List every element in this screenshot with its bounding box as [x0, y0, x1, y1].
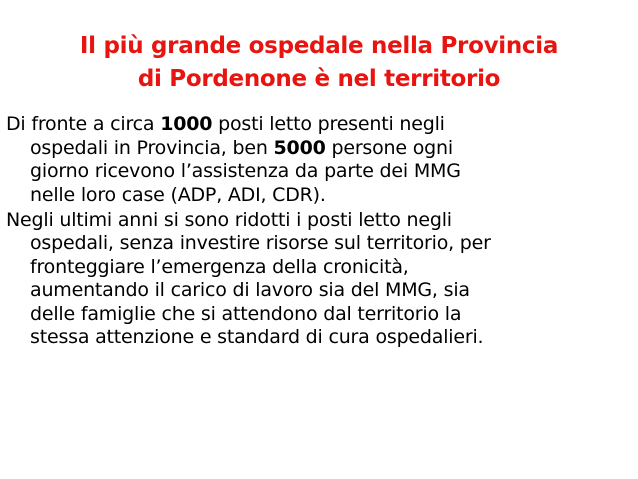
paragraph-territory: [6, 209, 636, 350]
slide-body: [6, 113, 636, 351]
title-line-1: Il più grande ospedale nella Provincia: [79, 33, 559, 59]
text-segment: ospedali in Provincia, ben: [30, 136, 274, 159]
text-line: delle famiglie che si attendono dal territorio la: [30, 302, 462, 325]
text-segment: persone ogni: [325, 136, 453, 159]
text-segment: posti letto presenti negli: [212, 113, 445, 135]
text-line: aumentando il carico di lavoro sia del MMG, sia: [30, 279, 470, 301]
text-line: [6, 113, 636, 137]
people-count-highlight: 5000: [273, 136, 326, 159]
slide-title: [0, 30, 638, 96]
paragraph-hospital-beds: [6, 113, 636, 207]
text-line: ospedali, senza investire risorse sul territorio, per: [30, 232, 491, 254]
text-line: giorno ricevono l’assistenza da parte dei MMG: [30, 160, 461, 182]
text-line: nelle loro case (ADP, ADI, CDR).: [30, 183, 326, 206]
text-line: [6, 137, 636, 161]
text-line: Negli ultimi anni si sono ridotti i posti letto negli: [6, 208, 452, 231]
bed-count-highlight: 1000: [160, 113, 213, 135]
text-segment: Di fronte a circa: [6, 113, 161, 135]
text-line: fronteggiare l’emergenza della cronicità,: [30, 255, 409, 278]
title-line-2: di Pordenone è nel territorio: [137, 66, 501, 92]
text-line: stessa attenzione e standard di cura ospedalieri.: [30, 326, 484, 348]
